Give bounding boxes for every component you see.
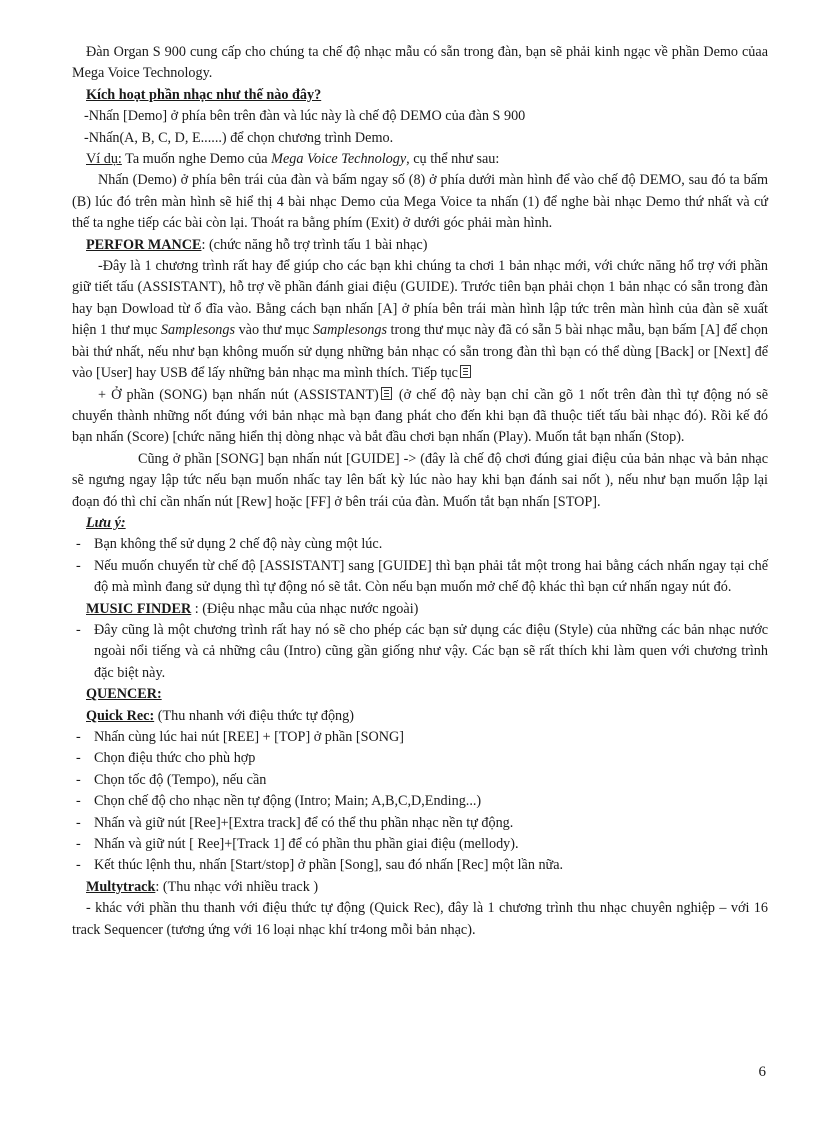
- quick-rec-item: - Nhấn và giữ nút [ Ree]+[Track 1] để có phần thu phần giai điệu (mellody).: [76, 836, 519, 853]
- document-icon: [381, 387, 392, 400]
- quick-rec-item: - Nhấn cùng lúc hai nút [REE] + [TOP] ở phần [SONG]: [76, 729, 404, 745]
- quick-rec-item: - Chọn tốc độ (Tempo), nếu cần: [76, 771, 267, 788]
- multytrack-paragraph: - khác với phần thu thanh với điệu thức tự động (Quick Rec), đây là 1 chương trình thu nhạc chuyên nghiệp – với 16 track Sequencer (tương ứng với 16 loại nhạc khí tr4ong mỗi bản nhạc).: [72, 900, 768, 938]
- section-heading-quencer: QUENCER:: [86, 686, 162, 703]
- demo-paragraph: Nhấn (Demo) ở phía bên trái của đàn và bấm ngay số (8) ở phía dưới màn hình để vào chế độ DEMO, sau đó ta bấm (B) lúc đó trên màn hình sẽ hiể thị 4 bài nhạc Demo của Mega Voice ta nhấn (1) để nghe bài nhạc Demo thứ nhất và cứ thế ta nghe tiếp các bài còn lại. Thoát ra bằng phím (Exit) ở dưới góc phải màn hình.: [72, 172, 768, 232]
- note-item-1: - Bạn không thể sử dụng 2 chế độ này cùng một lúc.: [76, 536, 383, 553]
- quick-rec-item: - Chọn chế độ cho nhạc nền tự động (Intro; Main; A,B,C,D,Ending...): [76, 793, 482, 810]
- activate-step-2: -Nhấn(A, B, C, D, E......) để chọn chương trình Demo.: [84, 129, 394, 146]
- section-heading-multytrack: Multytrack: (Thu nhạc với nhiều track ): [86, 878, 319, 895]
- section-heading-performance: PERFOR MANCE: (chức năng hỗ trợ trình tấu 1 bài nhạc): [86, 236, 428, 253]
- section-heading-quick-rec: Quick Rec: (Thu nhanh với điệu thức tự động): [86, 707, 354, 724]
- page-content: [72, 42, 768, 941]
- intro-paragraph: Đàn Organ S 900 cung cấp cho chúng ta chế độ nhạc mẫu có sẵn trong đàn, bạn sẽ phải kinh ngạc về phần Demo củaa Mega Voice Technology.: [72, 44, 768, 82]
- example-label: Ví dụ:: [86, 151, 122, 168]
- document-icon: [460, 365, 471, 378]
- performance-paragraph-1: -Đây là 1 chương trình rất hay để giúp cho các bạn khi chúng ta chơi 1 bản nhạc mới, với chức năng hổ trợ với phần giữ tiết tấu (ASSISTANT), hỗ trợ về phần đánh giai điệu (GUIDE). Trước tiên bạn phải chọn 1 bản nhạc có sẵn trong đàn hay bạn Dowload từ ổ đĩa vào. Bằng cách bạn nhấn [A] ở phía bên trái màn hình lập tức trên màn hình của đàn sẽ xuất hiện 1 thư mục Samplesongs vào thư mục Samplesongs trong thư mục này đã có sẵn 5 bài nhạc mẫu, bạn bấm [A] để chọn bài thứ nhất, nếu như bạn không muốn sử dụng những bản nhạc có sẵn trong đàn thì bạn có thể dùng [Back] or [Next] để vào [User] hay USB để lấy những bản nhạc ma mình thích. Tiếp tục: [72, 258, 769, 382]
- section-heading-activate: Kích hoạt phần nhạc như thế nào đây?: [86, 86, 322, 103]
- music-finder-paragraph: - Đây cũng là một chương trình rất hay nó sẽ cho phép các bạn sử dụng các điệu (Style) của những các bản nhạc nước ngoài nổi tiếng và cả những câu (Intro) cũng gần giống như vậy. Các bạn sẽ rất thích khi làm quen với chương trình đặc biệt này.: [76, 621, 768, 681]
- section-heading-music-finder: MUSIC FINDER : (Điệu nhạc mẫu của nhạc nước ngoài): [86, 600, 419, 617]
- performance-paragraph-2: + Ở phần (SONG) bạn nhấn nút (ASSISTANT) (ở chế độ này bạn chỉ cần gõ 1 nốt trên đàn thì tự động nó sẽ chuyển thành những nốt đúng với bản nhạc mà bạn đang phát cho đến khi bạn đã thuộc tiết tấu bài nhạc đó). Rồi kế đó bạn nhấn (Score) [chức năng hiển thị dòng nhạc và bắt đầu chơi bạn nhấn (Play). Muốn tắt bạn nhấn (Stop).: [72, 386, 768, 446]
- note-item-2: - Nếu muốn chuyển từ chế độ [ASSISTANT] sang [GUIDE] thì bạn phải tắt một trong hai bằng cách nhấn ngay tại chế độ mà mình đang sử dụng thì tự động nó sẽ tắt. Còn nếu bạn muốn mở chế độ khác thì bạn cứ nhấn ngay nút đó.: [76, 557, 768, 596]
- quick-rec-item: - Chọn điệu thức cho phù hợp: [76, 750, 256, 767]
- activate-step-1: -Nhấn [Demo] ở phía bên trên đàn và lúc này là chế độ DEMO của đàn S 900: [84, 108, 526, 125]
- performance-paragraph-3: Cũng ở phần [SONG] bạn nhấn nút [GUIDE] -> (đây là chế độ chơi đúng giai điệu của bản nhạc và bản nhạc sẽ ngưng ngay lập tức nếu bạn muốn nhấc tay lên bất kỳ lúc nào hay khi bạn đánh sai nốt ), nếu như bạn muốn lập lại đoạn đó thì chỉ cần nhấn nút [Rew] hoặc [FF] ở bên trái của đàn. Muốn tắt bạn nhấn [STOP].: [72, 450, 768, 510]
- quick-rec-item: - Kết thúc lệnh thu, nhấn [Start/stop] ở phần [Song], sau đó nhấn [Rec] một lần nữa.: [76, 857, 564, 874]
- quick-rec-item: - Nhấn và giữ nút [Ree]+[Extra track] để có thể thu phần nhạc nền tự động.: [76, 814, 514, 831]
- page-number: 6: [758, 1064, 766, 1080]
- example-line: Ví dụ: Ta muốn nghe Demo của Mega Voice Technology, cụ thể như sau:: [86, 151, 500, 168]
- note-heading: Lưu ý:: [86, 514, 126, 531]
